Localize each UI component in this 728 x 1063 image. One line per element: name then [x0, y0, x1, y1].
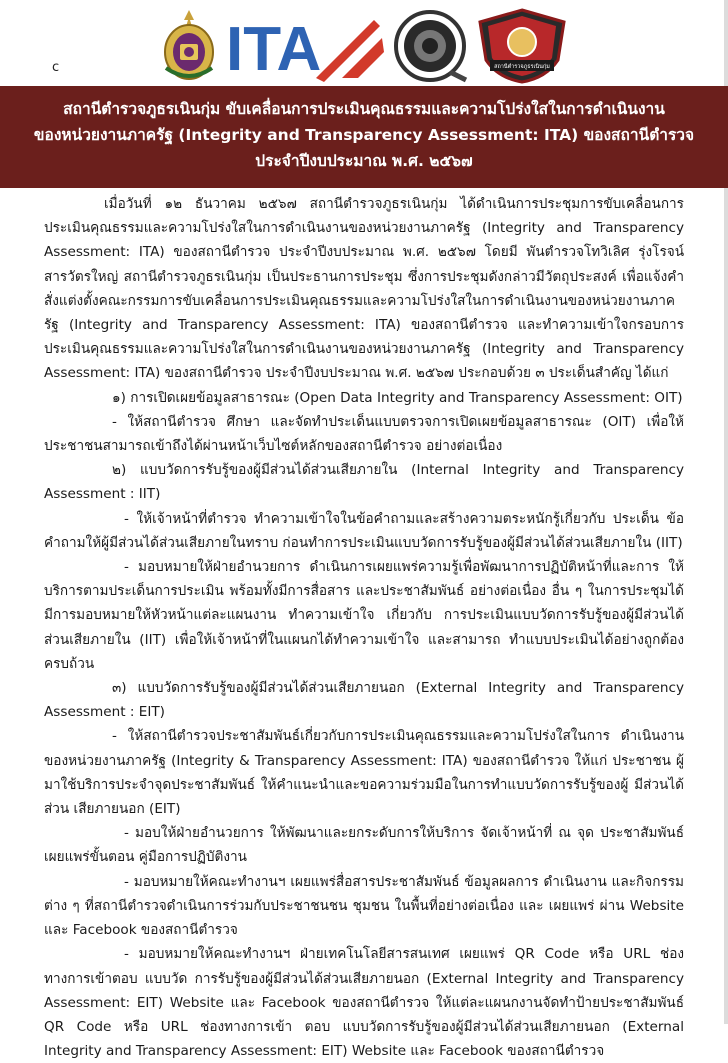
shield-caption: สถานีตำรวจภูธรเนินกุ่ม: [494, 64, 550, 70]
corner-mark: c: [52, 60, 60, 75]
ita-logo: [224, 8, 384, 84]
item-3-detail-3: - มอบหมายให้คณะทำงานฯ เผยแพร่สื่อสารประชาสัมพันธ์ ข้อมูลผลการ ดำเนินงาน และกิจกรรม ต่าง ๆ ที่สถานีตำรวจดำเนินการร่วมกับประชาชนชน ชุมชน ในพื้นที่อย่างต่อเนื่อง และ เผยแพร่ ผ่าน Website และ Facebook ของสถานีตำรวจ: [44, 873, 684, 939]
title-line-2: ของหน่วยงานภาครัฐ (Integrity and Transparency Assessment: ITA) ของสถานีตำรวจ: [33, 126, 695, 144]
intro-paragraph: เมื่อวันที่ ๑๒ ธันวาคม ๒๕๖๗ สถานีตำรวจภูธรเนินกุ่ม ได้ดำเนินการประชุมการขับเคลื่อนการประเมินคุณธรรมและความโปร่งใสในการดำเนินงานของหน่วยงานภาครัฐ (Integrity and Transparency Assessment: ITA) ของสถานีตำรวจ ประจำปีงบประมาณ พ.ศ. ๒๕๖๗ โดยมี พันตำรวจโทวิเลิศ รุ่งโรจน์สารวัตรใหญ่ สถานีตำรวจภูธรเนินกุ่ม เป็นประธานการประชุม ซึ่งการประชุมดังกล่าวมีวัตถุประสงค์ เพื่อแจ้งคำสั่งแต่งตั้งคณะกรรมการขับเคลื่อนการประเมินคุณธรรมและความโปร่งใสในการดำเนินงานของหน่วยงานภาครัฐ (Integrity and Transparency Assessment: ITA) ของสถานีตำรวจ และทำความเข้าใจกรอบการประเมินคุณธรรมและความโปร่งใสในการดำเนินงานของหน่วยงานภาครัฐ (Integrity and Transparency Assessment: ITA) ของสถานีตำรวจ ประจำปีงบประมาณ พ.ศ. ๒๕๖๗ ประกอบด้วย ๓ ประเด็นสำคัญ ได้แก่: [44, 196, 684, 382]
item-3-detail-4: - มอบหมายให้คณะทำงานฯ ฝ่ายเทคโนโลยีสารสนเทศ เผยแพร่ QR Code หรือ URL ช่องทางการเข้าตอบ แบบวัด การรับรู้ของผู้มีส่วนได้ส่วนเสียภายนอก (External Integrity and Transparency Assessment: EIT) Website และ Facebook ของสถานีตำรวจ ให้แต่ละแผนกงานจัดทำป้ายประชาสัมพันธ์ QR Code หรือ URL ช่องทางการเข้า ตอบ แบบวัดการรับรู้ของผู้มีส่วนได้ส่วนเสียภายนอก (External Integrity and Transparency Assessment: EIT) Website และ Facebook ของสถานีตำรวจ: [44, 946, 684, 1060]
item-3-detail-1: - ให้สถานีตำรวจประชาสัมพันธ์เกี่ยวกับการประเมินคุณธรรมและความโปร่งใสในการ ดำเนินงานของหน่วยงานภาครัฐ (Integrity & Transparency Assessment: ITA) ของสถานีตำรวจ ให้แก่ ประชาชน ผู้มาใช้บริการประจำจุดประชาสัมพันธ์ ให้คำแนะนำและขอความร่วมมือในการทำแบบวัดการรับรู้ของผู้ มีส่วนได้ ส่วน เสียภายนอก (EIT): [44, 728, 684, 818]
royal-thai-police-emblem: [160, 8, 218, 84]
item-3-heading: ๓) แบบวัดการรับรู้ของผู้มีส่วนได้ส่วนเสียภายนอก (External Integrity and Transparency Assessment : EIT): [44, 680, 684, 721]
royal-emblem-seal: [390, 8, 470, 84]
item-1-heading: ๑) การเปิดเผยข้อมูลสาธารณะ (Open Data Integrity and Transparency Assessment: OIT): [112, 389, 683, 406]
item-1-detail: - ให้สถานีตำรวจ ศึกษา และจัดทำประเด็นแบบตรวจการเปิดเผยข้อมูลสาธารณะ (OIT) เพื่อให้ประชาชนสามารถเข้าถึงได้ผ่านหน้าเว็บไซต์หลักของสถานีตำรวจ อย่างต่อเนื่อง: [44, 413, 684, 455]
item-2-detail-1: - ให้เจ้าหน้าที่ตำรวจ ทำความเข้าใจในข้อคำถามและสร้างความตระหนักรู้เกี่ยวกับ ประเด็น ข้อคำถามให้ผู้มีส่วนได้ส่วนเสียภายในทราบ ก่อนทำการประเมินแบบวัดการรับรู้ของผู้มีส่วนได้ส่วนเสียภายใน (IIT): [44, 510, 684, 551]
item-2-heading: ๒) แบบวัดการรับรู้ของผู้มีส่วนได้ส่วนเสียภายใน (Internal Integrity and Transparency Assessment : IIT): [44, 462, 684, 503]
title-banner: [0, 86, 728, 188]
title-line-3: ประจำปีงบประมาณ พ.ศ. ๒๕๖๗: [255, 152, 473, 170]
police-shield-logo: [476, 8, 568, 84]
item-3-detail-2: - มอบให้ฝ่ายอำนวยการ ให้พัฒนาและยกระดับการให้บริการ จัดเจ้าหน้าที่ ณ จุด ประชาสัมพันธ์ เผยแพร่ขั้นตอน คู่มือการปฏิบัติงาน: [44, 825, 684, 866]
document-body: [44, 192, 684, 1063]
item-2-detail-2: - มอบหมายให้ฝ่ายอำนวยการ ดำเนินการเผยแพร่ความรู้เพื่อพัฒนาการปฏิบัติหน้าที่และการ ให้บริการตามประเด็นการประเมิน พร้อมทั้งมีการสื่อสาร และประชาสัมพันธ์ อย่างต่อเนื่อง อื่น ๆ ในการประชุมได้มีการมอบหมายให้หัวหน้าแต่ละแผนงาน ทำความเข้าใจ เกี่ยวกับ การประเมินแบบวัดการรับรู้ของผู้มีส่วนได้ส่วนเสียภายใน (IIT) เพื่อให้เจ้าหน้าที่ในแผนกได้ทำความเข้าใจ และสามารถ ทำแบบประเมินได้อย่างถูกต้องครบถ้วน: [44, 559, 684, 672]
header-logos: [160, 8, 570, 84]
title-line-1: สถานีตำรวจภูธรเนินกุ่ม ขับเคลื่อนการประเมินคุณธรรมและความโปร่งใสในการดำเนินงาน: [63, 100, 665, 118]
ita-logo-text: ITA: [226, 15, 322, 84]
